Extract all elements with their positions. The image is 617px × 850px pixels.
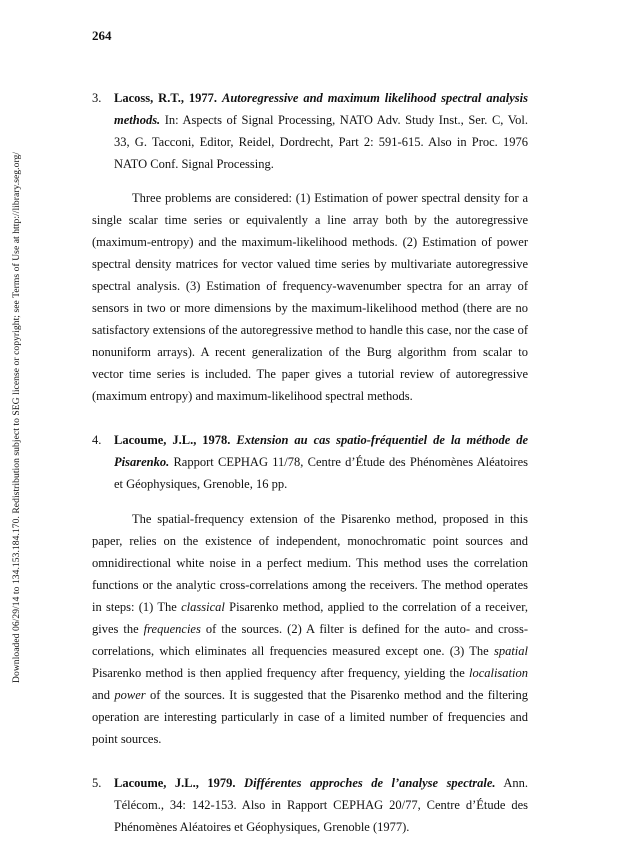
page-number: 264	[92, 28, 112, 43]
reference-title: Différentes approches de l’analyse spectrale.	[244, 775, 496, 790]
reference-number: 5.	[92, 775, 102, 790]
abstract-text: Pisarenko method is then applied frequency after frequency, yielding the	[92, 665, 469, 680]
abstract-emphasis: localisation	[468, 665, 528, 680]
reference-source: Rapport CEPHAG 11/78, Centre d’Étude des Phénomènes Aléatoires et Géophysiques, Grenoble, 16 pp.	[114, 455, 529, 491]
reference-citation	[92, 772, 528, 838]
reference-entry-3	[92, 87, 528, 408]
reference-citation	[92, 87, 528, 175]
abstract-emphasis: classical	[181, 599, 225, 614]
abstract-emphasis: power	[114, 687, 146, 702]
reference-author: Lacoume, J.L., 1979.	[114, 775, 236, 790]
abstract-emphasis: frequencies	[143, 621, 201, 636]
abstract-text: The spatial-frequency extension of the Pisarenko method, proposed in this paper, relies on the existence of independent, monochromatic point sources and omnidirectional white noise in a perfect medium. This method uses the correlation functions or the analytic cross-correlations among the receivers. The method operates in steps: (1) The	[92, 511, 528, 614]
reference-entry-5	[92, 772, 528, 838]
reference-list	[92, 74, 528, 850]
download-notice: Downloaded 06/29/14 to 134.153.184.170. Redistribution subject to SEG license or copyright; see Terms of Use at http://library.seg.org/	[11, 151, 22, 683]
reference-source: In: Aspects of Signal Processing, NATO Adv. Study Inst., Ser. C, Vol. 33, G. Tacconi, Editor, Reidel, Dordrecht, Part 2: 591-615. Also in Proc. 1976 NATO Conf. Signal Processing.	[114, 112, 528, 171]
reference-number: 4.	[92, 433, 102, 447]
reference-abstract	[92, 508, 528, 750]
abstract-text: and	[92, 687, 115, 702]
reference-abstract: Three problems are considered: (1) Estimation of power spectral density for a single scalar time series or equivalently a line array both by the autoregressive (maximum-entropy) and the maximum-likelihood methods. (2) Estimation of power spectral density matrices for vector valued time series by multivariate autoregressive spectral analysis. (3) Estimation of frequency-wavenumber spectra for an array of sensors in two or more dimensions by the maximum-likelihood method (there are no satisfactory extensions of the autoregressive method to handle this case, nor the case of nonuniform arrays). A recent generalization of the Burg algorithm from scalar to vector time series is included. The paper gives a tutorial review of autoregressive (maximum entropy) and maximum-likelihood spectral methods.	[92, 191, 528, 403]
reference-source: Ann. Télécom., 34: 142-153. Also in Rapport CEPHAG 20/77, Centre d’Étude des Phénomènes Aléatoires et Géophysiques, Grenoble (1977).	[114, 775, 529, 834]
reference-author: Lacoume, J.L., 1978.	[114, 433, 231, 447]
reference-entry-4	[92, 429, 528, 750]
abstract-text: Pisarenko method, applied to the correlation of a receiver, gives the	[92, 599, 528, 636]
abstract-text: of the sources. It is suggested that the Pisarenko method and the filtering operation are interesting particularly in case of a limited number of frequencies and point sources.	[92, 687, 528, 746]
reference-number: 3.	[92, 90, 102, 105]
reference-author: Lacoss, R.T., 1977.	[114, 90, 218, 105]
abstract-text: of the sources. (2) A filter is defined for the auto- and cross-correlations, which eliminates all frequencies measured except one. (3) The	[92, 621, 528, 658]
reference-citation	[92, 429, 528, 495]
reference-title: Extension au cas spatio-fréquentiel de la méthode de Pisarenko.	[114, 433, 529, 469]
reference-title: Autoregressive and maximum likelihood spectral analysis methods.	[114, 90, 528, 127]
abstract-emphasis: spatial	[493, 643, 528, 658]
